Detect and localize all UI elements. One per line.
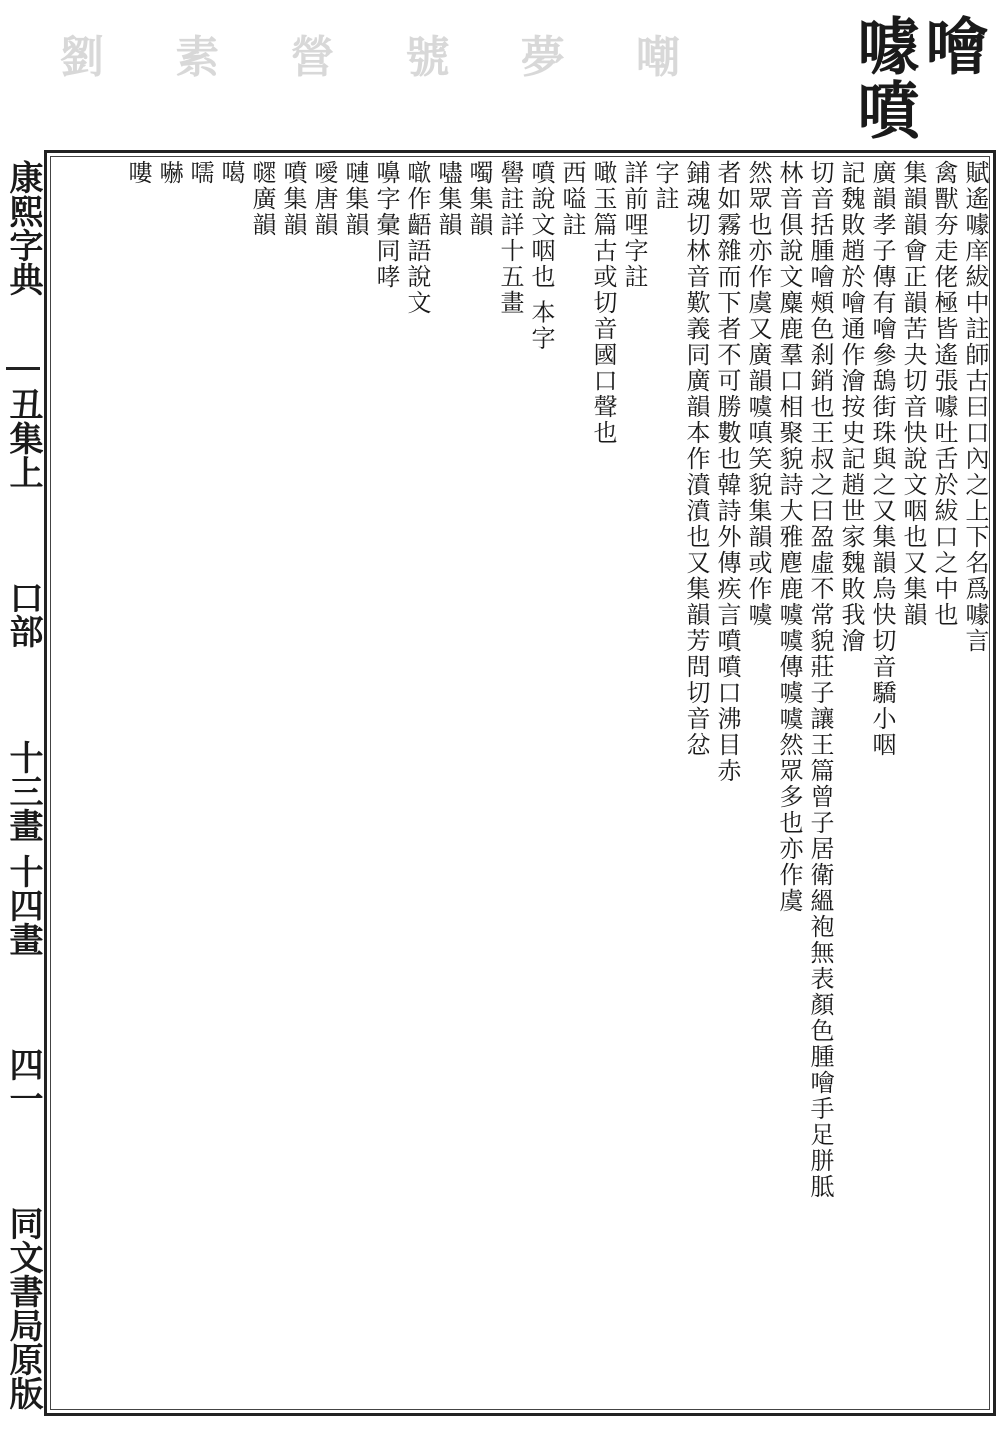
ghost-char: 營: [290, 32, 335, 83]
text-column: 集韻韻會正韻苦夬切音快說文咽也又集韻: [899, 160, 927, 628]
stroke-count-label: 十三畫 十四畫: [3, 739, 43, 956]
text-column: 嚃廣韻: [248, 160, 276, 238]
text-column: 字註: [651, 160, 679, 212]
text-column: 然眾也亦作虞又廣韻噳嗔笑貌集韻或作噳: [744, 160, 772, 628]
text-column: 切音括腫噲頰色刹銷也王叔之曰盈虛不常貌莊子讓王篇曾子居衛縕袍無表顏色腫噲手足胼胝: [806, 160, 834, 1200]
text-column: 鋪魂切林音歎義同廣韻本作濆濆也又集韻芳問切音忿: [682, 160, 710, 758]
text-column: 嚇: [155, 160, 183, 186]
text-column: 噷作齬語說文: [403, 160, 431, 316]
text-column: 嚳註詳十五畫: [496, 160, 524, 316]
publisher-label: 同文書局原版: [3, 1205, 43, 1410]
text-column: 禽獸夯走佬極皆遙張噱吐舌於紱口之中也: [930, 160, 958, 628]
ghost-char: 嘲: [635, 32, 680, 83]
text-column: 嘍: [124, 160, 152, 186]
ghost-char: 素: [175, 32, 220, 83]
ghost-char: 劉: [60, 32, 104, 83]
text-column: 噶: [217, 160, 245, 186]
text-column: 西嗌註: [558, 160, 586, 238]
radical-label: 口部: [3, 580, 43, 649]
text-column: 嗹集韻: [341, 160, 369, 238]
text-column: 賦遙噱庠紱中註師古曰口內之上下名爲噱言: [961, 160, 989, 654]
text-column: 林音俱說文麋鹿羣口相聚貌詩大雅麀鹿噳噳傳噳噳然眾多也亦作虞: [775, 160, 803, 914]
margin-divider: [6, 367, 40, 370]
page-number: 四一: [3, 1046, 43, 1115]
book-title: 康熙字典: [3, 160, 43, 296]
text-column: 嚍集韻: [434, 160, 462, 238]
bleed-through-row: [60, 18, 680, 88]
side-margin: [4, 160, 42, 1410]
text-column: 噣集韻: [465, 160, 493, 238]
header-char-1: 噲: [915, 14, 988, 78]
text-column: 者如霧雜而下者不可勝數也韓詩外傳疾言噴噴口沸目赤: [713, 160, 741, 784]
dictionary-body: [52, 160, 990, 1406]
text-column: 噉玉篇古或切音國口聲也: [589, 160, 617, 446]
text-column: 噴集韻: [279, 160, 307, 238]
text-column: 嚊字彙同哮: [372, 160, 400, 290]
text-column: 記魏敗趙於噲通作澮按史記趙世家魏敗我澮: [837, 160, 865, 654]
page-header: [847, 14, 988, 142]
ghost-char: 號: [405, 32, 450, 83]
ghost-char: 夢: [520, 32, 565, 83]
text-column: 嚅: [186, 160, 214, 186]
text-column: 噴說文咽也 本字: [527, 160, 555, 352]
text-column: 廣韻孝子傳有噲參鴰街珠與之又集韻烏快切音驕小咽: [868, 160, 896, 758]
text-column: 詳前哩字註: [620, 160, 648, 290]
text-column: 噯唐韻: [310, 160, 338, 238]
section-label: 丑集上: [3, 387, 43, 490]
header-char-2: 噱噴: [847, 14, 920, 142]
